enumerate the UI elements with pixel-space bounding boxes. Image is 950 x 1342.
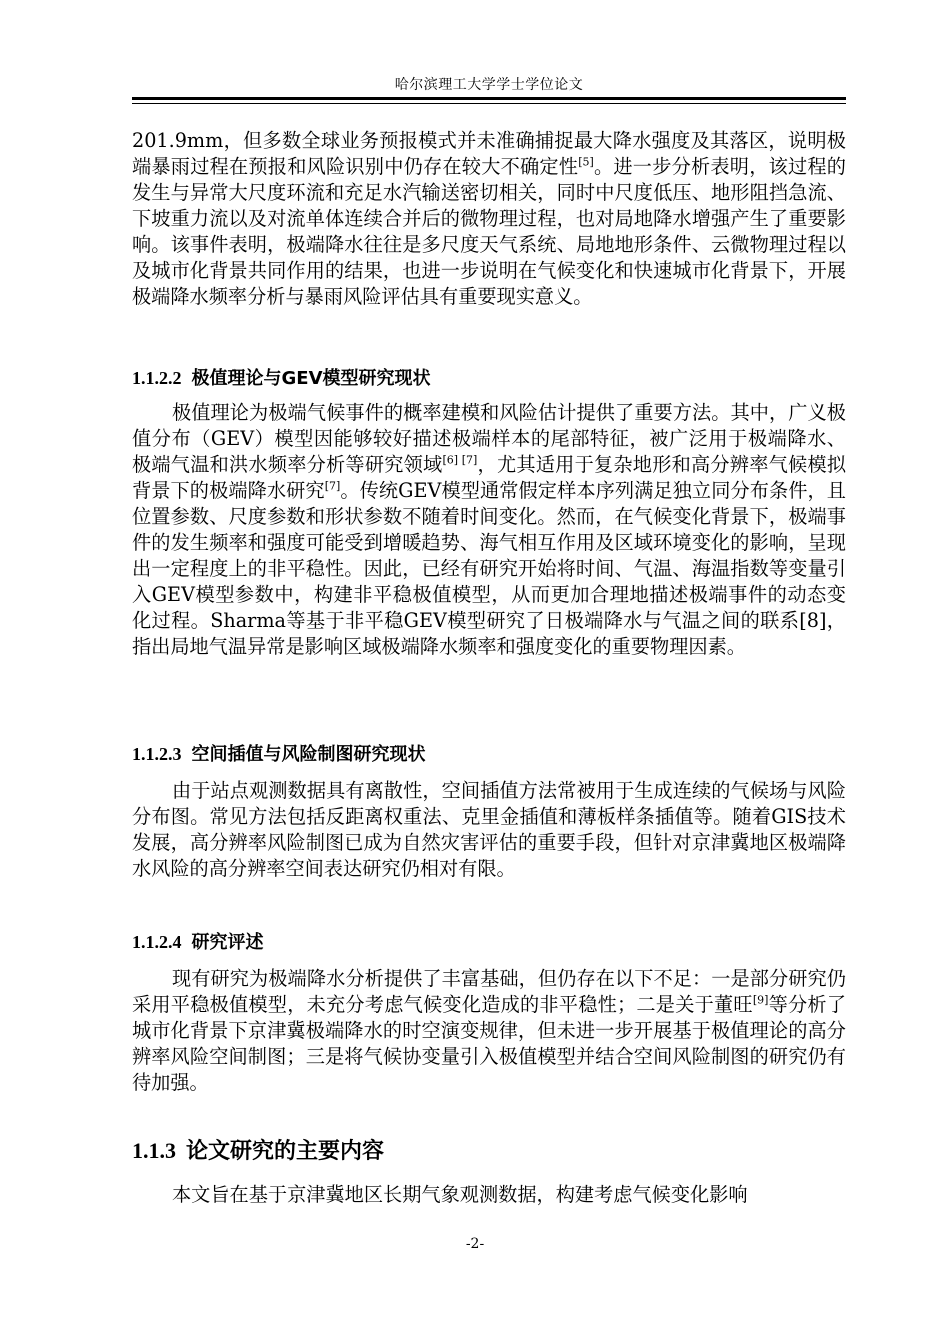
paragraph-extreme-rainfall-event [132,128,846,310]
citation-9: [9] [752,993,769,1007]
citation-5: [5] [578,155,594,169]
citation-6-7: [6] [7] [442,453,478,467]
section-number: 1.1.3 [132,1138,176,1163]
paragraph-research-review [132,966,846,1096]
para1-text-b: 。进一步分析表明，该过程的发生与异常大尺度环流和充足水汽输送密切相关，同时中尺度低压、地形阻挡急流、下坡重力流以及对流单体连续合并后的微物理过程，也对局地降水增强产生了重要影响。该事件表明，极端降水往往是多尺度天气系统、局地地形条件、云微物理过程以及城市化背景共同作用的结果，也进一步说明在气候变化和快速城市化背景下，开展极端降水频率分析与暴雨风险评估具有重要现实意义。 [132,155,846,308]
para2-text-a: 极值理论为极端气候事件的概率建模和风险估计提供了重要方法。其中，广义极值分布（GEV）模型因能够较好描述极端样本的尾部特征，被广泛用于极端降水、极端气温和洪水频率分析等研究领域 [132,401,846,476]
section-title: 论文研究的主要内容 [186,1139,385,1164]
paragraph-main-content: 本文旨在基于京津冀地区长期气象观测数据，构建考虑气候变化影响 [172,1183,748,1206]
para1-text-a: 201.9mm，但多数全球业务预报模式并未准确捕捉最大降水强度及其落区，说明极端暴雨过程在预报和风险识别中仍存在较大不确定性 [132,129,846,178]
section-title: 研究评述 [191,932,264,953]
page-number: -2- [465,1236,485,1252]
paragraph-gev-review [132,400,846,660]
section-title: 极值理论与GEV模型研究现状 [191,368,431,389]
section-heading-1-1-2-4 [132,928,264,954]
header-rule-thick [132,97,846,100]
para2-text-b: ，尤其适用于复杂地形和高分辨率气候模拟背景下的极端降水研究 [132,453,847,502]
section-heading-1-1-2-2 [132,364,431,390]
section-number: 1.1.2.4 [132,932,182,952]
para4-text-b: 等分析了城市化背景下京津冀极端降水的时空演变规律，但未进一步开展基于极值理论的高分辨率风险空间制图；三是将气候协变量引入极值模型并结合空间风险制图的研究仍有待加强。 [132,993,847,1094]
running-header: 哈尔滨理工大学学士学位论文 [394,77,584,93]
section-title: 空间插值与风险制图研究现状 [191,744,426,765]
paragraph-spatial-interpolation: 由于站点观测数据具有离散性，空间插值方法常被用于生成连续的气候场与风险分布图。常见方法包括反距离权重法、克里金插值和薄板样条插值等。随着GIS技术发展，高分辨率风险制图已成为自然灾害评估的重要手段，但针对京津冀地区极端降水风险的高分辨率空间表达研究仍相对有限。 [132,779,846,880]
section-number: 1.1.2.2 [132,368,182,388]
header-rule-thin [132,103,846,104]
citation-7: [7] [324,479,341,493]
para4-text-a: 现有研究为极端降水分析提供了丰富基础，但仍存在以下不足：一是部分研究仍采用平稳极值模型，未充分考虑气候变化造成的非平稳性；二是关于董旺 [132,967,846,1016]
section-heading-1-1-3 [132,1134,384,1165]
section-heading-1-1-2-3 [132,740,426,766]
section-number: 1.1.2.3 [132,744,182,764]
para2-text-c: 。传统GEV模型通常假定样本序列满足独立同分布条件，且位置参数、尺度参数和形状参数不随着时间变化。然而，在气候变化背景下，极端事件的发生频率和强度可能受到增暖趋势、海气相互作用及区域环境变化的影响，呈现出一定程度上的非平稳性。因此，已经有研究开始将时间、气温、海温指数等变量引入GEV模型参数中，构建非平稳极值模型，从而更加合理地描述极端事件的动态变化过程。Sharma等基于非平稳GEV模型研究了日极端降水与气温之间的联系[8]，指出局地气温异常是影响区域极端降水频率和强度变化的重要物理因素。 [132,479,846,658]
